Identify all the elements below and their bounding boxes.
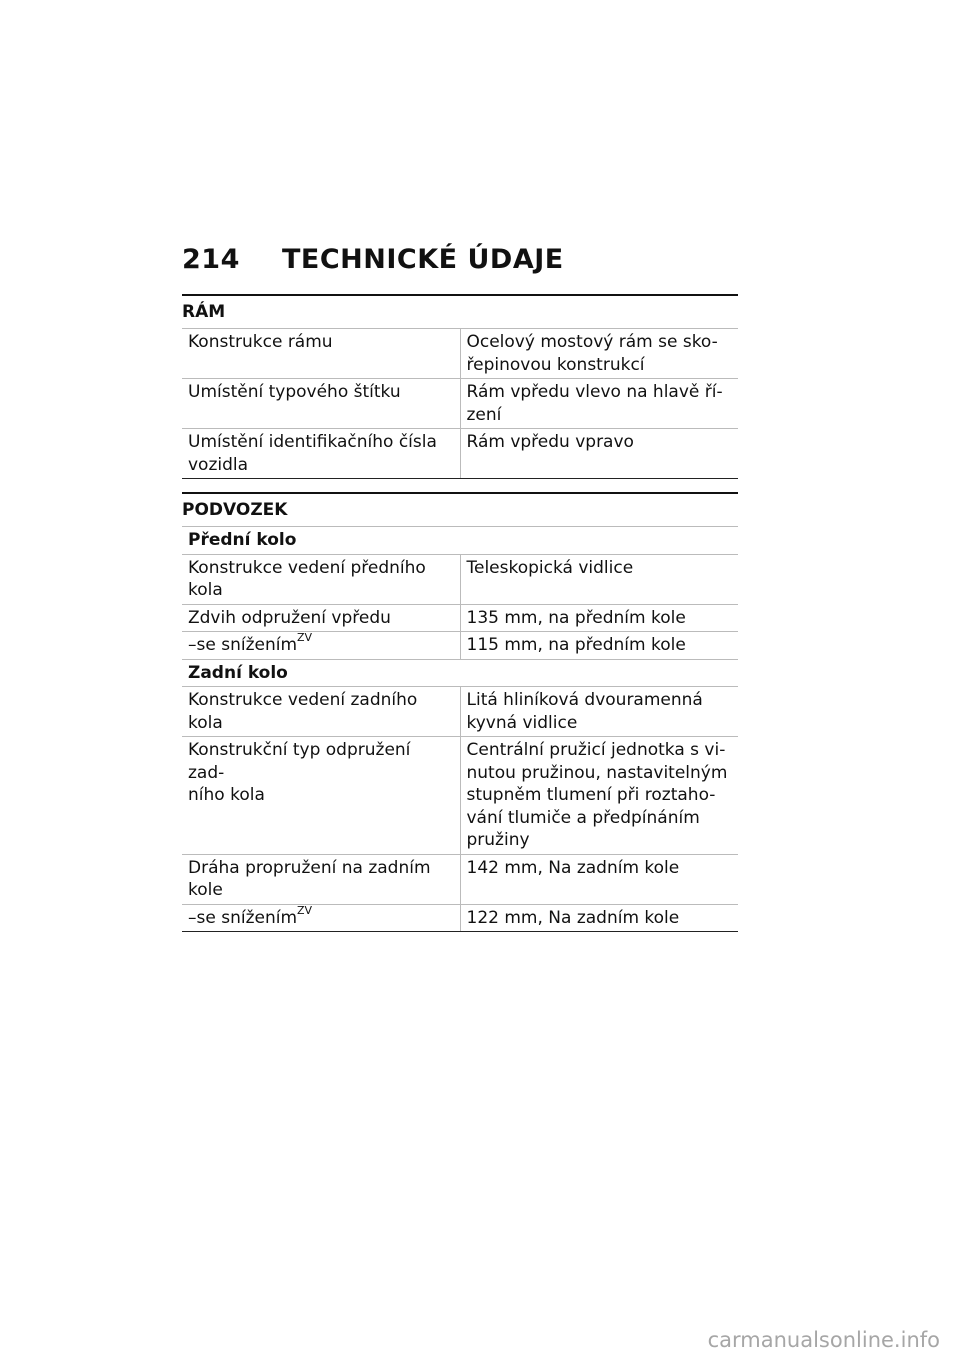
cell-text: Dráha propružení na zadním kole — [188, 857, 431, 900]
cell-text: 115 mm, na předním kole — [466, 635, 686, 655]
cell-text: Umístění typového štítku — [188, 382, 401, 402]
row-value — [460, 554, 738, 604]
table-row — [182, 687, 738, 737]
row-label — [182, 904, 460, 932]
cell-text: Konstrukce vedení zadního kola — [188, 690, 418, 733]
chassis-table — [182, 526, 738, 932]
row-label — [182, 554, 460, 604]
row-label — [182, 737, 460, 855]
row-label — [182, 604, 460, 632]
row-value — [460, 687, 738, 737]
cell-text: –se snížením — [188, 635, 298, 655]
cell-text: Rám vpředu vlevo na hlavě ří- zení — [466, 382, 723, 425]
subheading-front-wheel: Přední kolo — [182, 527, 738, 555]
row-value — [460, 737, 738, 855]
table-row — [182, 904, 738, 932]
table-row — [182, 379, 738, 429]
cell-text: Konstrukce vedení předního kola — [188, 557, 426, 600]
subheading-rear-wheel: Zadní kolo — [182, 659, 738, 687]
section-title-frame: RÁM — [182, 302, 226, 322]
cell-text: Litá hliníková dvouramenná kyvná vidlice — [466, 690, 703, 733]
row-value — [460, 379, 738, 429]
row-label — [182, 632, 460, 660]
cell-text: –se snížením — [188, 907, 298, 928]
frame-table — [182, 328, 738, 479]
section-title-chassis: PODVOZEK — [182, 500, 288, 520]
footnote-marker: ZV — [297, 631, 313, 645]
cell-text: Rám vpředu vpravo — [466, 432, 634, 452]
row-value — [460, 604, 738, 632]
row-value — [460, 632, 738, 660]
row-value — [460, 854, 738, 904]
table-row — [182, 554, 738, 604]
page-title: TECHNICKÉ ÚDAJE — [282, 244, 564, 275]
table-row — [182, 604, 738, 632]
cell-text: 122 mm, Na zadním kole — [466, 907, 680, 928]
row-label — [182, 379, 460, 429]
table-row — [182, 632, 738, 660]
chassis-section — [182, 492, 738, 932]
row-value — [460, 329, 738, 379]
subheading-row — [182, 659, 738, 687]
table-row — [182, 854, 738, 904]
cell-text: 135 mm, na předním kole — [466, 607, 686, 628]
frame-section — [182, 294, 738, 479]
subheading-row — [182, 527, 738, 555]
table-row — [182, 329, 738, 379]
watermark: carmanualsonline.info — [707, 1328, 940, 1352]
cell-text: Zdvih odpružení vpředu — [188, 607, 391, 628]
row-label — [182, 429, 460, 479]
cell-text: Umístění identifikačního čísla vozidla — [188, 432, 437, 475]
row-label — [182, 687, 460, 737]
row-value — [460, 904, 738, 932]
cell-text: Konstrukce rámu — [188, 332, 333, 352]
row-label — [182, 329, 460, 379]
cell-text: Teleskopická vidlice — [466, 557, 634, 578]
table-row — [182, 429, 738, 479]
row-value — [460, 429, 738, 479]
cell-text: Centrální pružicí jednotka s vi- nutou pružinou, nastavitelným stupněm tlumení při roztaho- vání tlumiče a předpínáním pružiny — [466, 740, 728, 850]
footnote-marker: ZV — [297, 903, 313, 917]
table-row — [182, 737, 738, 855]
cell-text: Konstrukční typ odpružení zad- ního kola — [188, 740, 411, 805]
cell-text: 142 mm, Na zadním kole — [466, 857, 680, 878]
row-label — [182, 854, 460, 904]
page-number: 214 — [182, 244, 240, 275]
cell-text: Ocelový mostový rám se sko- řepinovou konstrukcí — [466, 332, 718, 375]
page-header — [182, 244, 738, 275]
